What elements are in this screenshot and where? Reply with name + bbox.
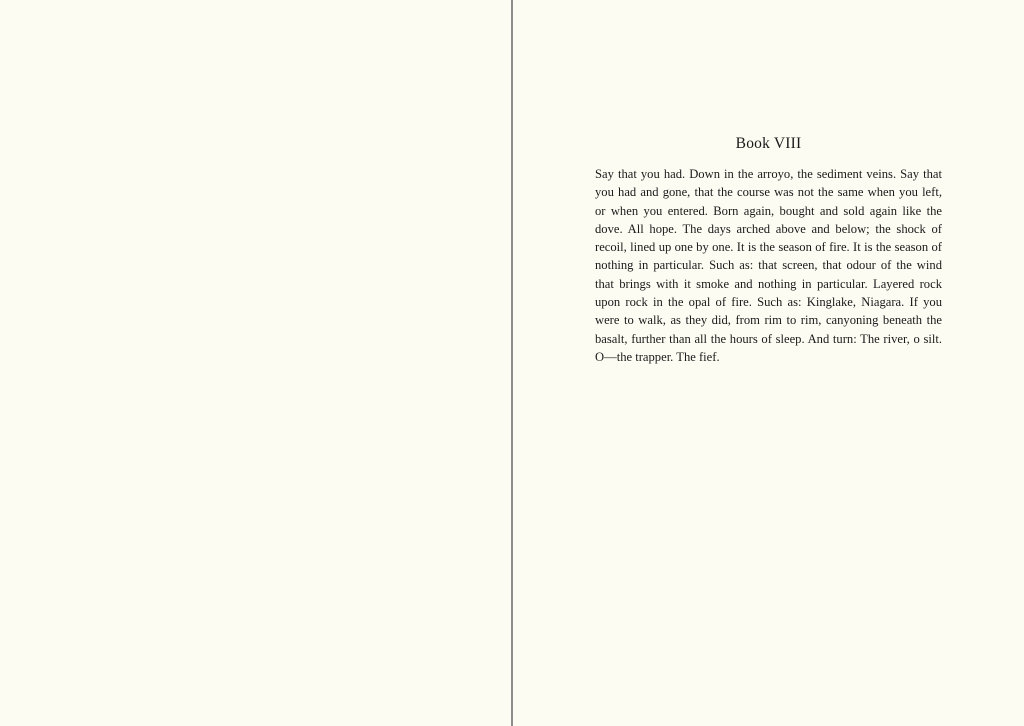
book-heading: Book VIII <box>735 135 802 152</box>
left-page <box>0 0 511 726</box>
right-page <box>513 0 1024 726</box>
book-body-text: Say that you had. Down in the arroyo, the sediment veins. Say that you had and gone, that the course was not the same when you left, or when you entered. Born again, bought and sold again like the dove. All hope. The days arched above and below; the shock of recoil, lined up one by one. It is the season of fire. It is the season of nothing in particular. Such as: that screen, that odour of the wind that brings with it smoke and nothing in particular. Layered rock upon rock in the opal of fire. Such as: Kinglake, Niagara. If you were to walk, as they did, from rim to rim, canyoning beneath the basalt, further than all the hours of sleep. And turn: The river, o silt. O—the trapper. The fief. <box>595 167 942 364</box>
